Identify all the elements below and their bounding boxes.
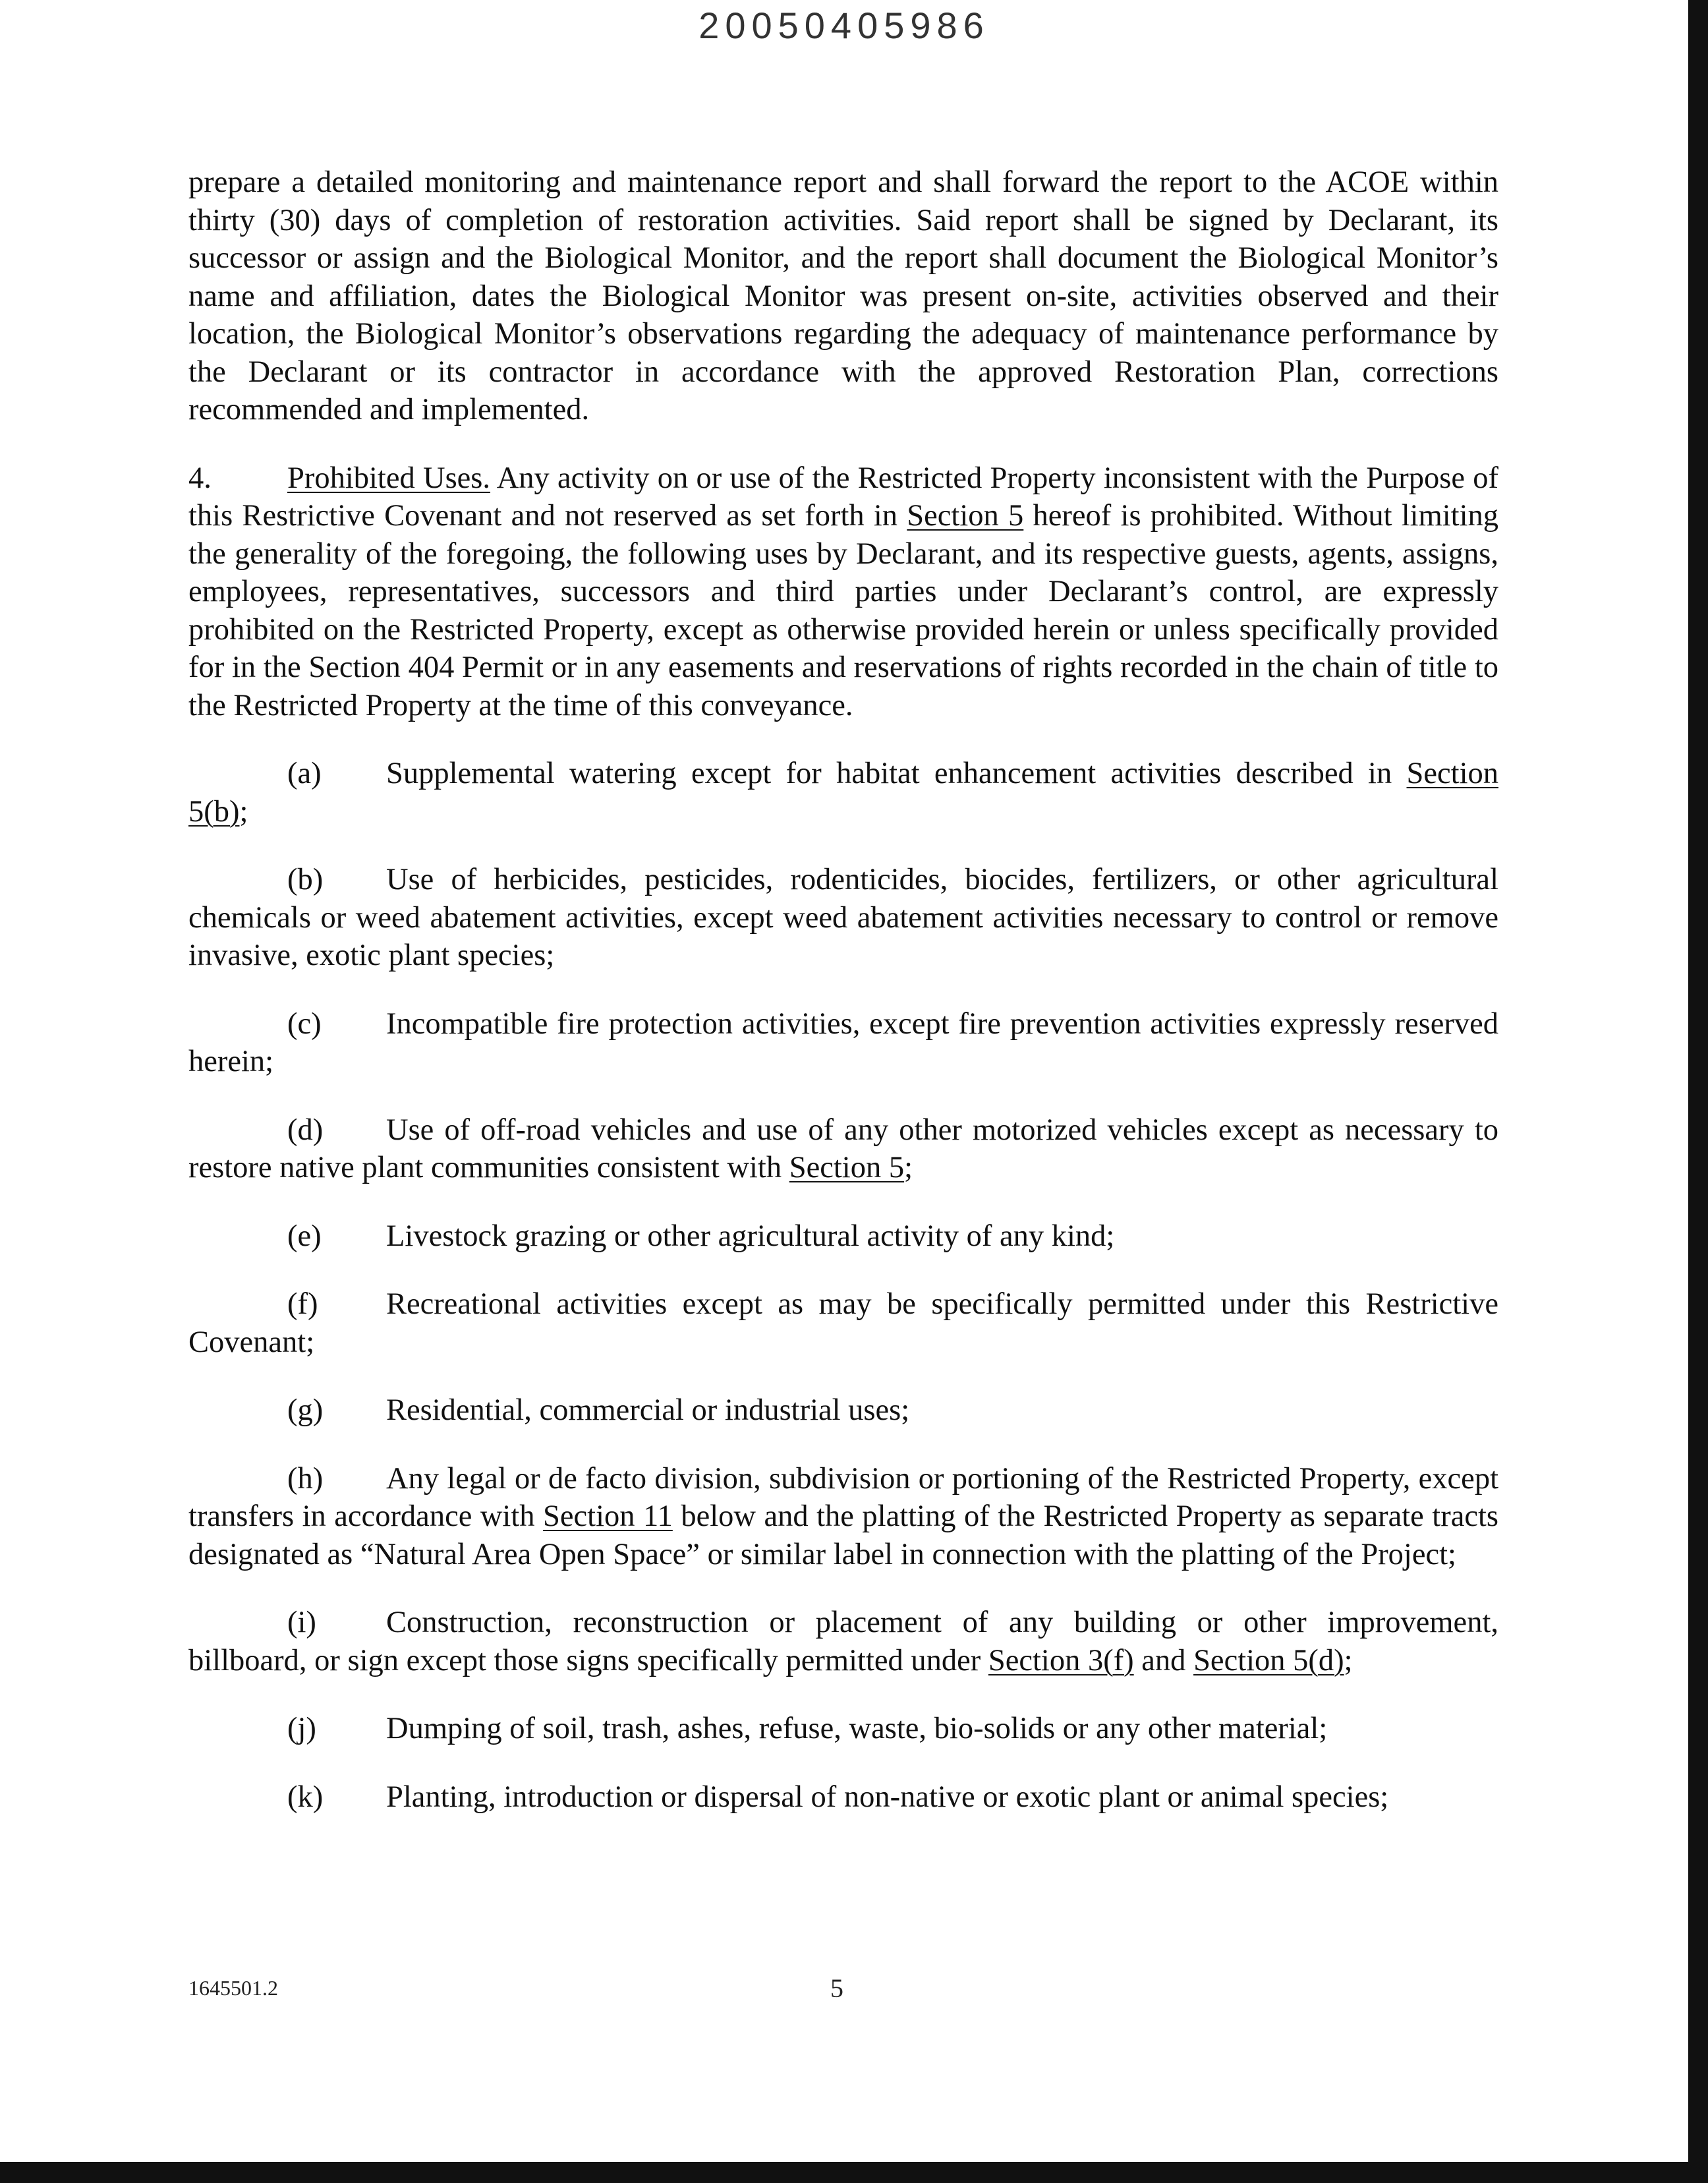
item-b-text: Use of herbicides, pesticides, rodenticides, biocides, fertilizers, or other agricultural chemicals or weed abatement activities, except weed abatement activities necessary to control or remove invasive, exotic plant species; bbox=[188, 863, 1498, 972]
item-i-end: ; bbox=[1344, 1643, 1353, 1677]
item-f bbox=[188, 1285, 1498, 1361]
item-f-label: (f) bbox=[287, 1287, 318, 1321]
item-k bbox=[188, 1778, 1498, 1817]
section-5-reference: Section 5 bbox=[907, 499, 1024, 533]
item-c bbox=[188, 1005, 1498, 1081]
section-4-heading: Prohibited Uses. bbox=[287, 461, 491, 495]
item-i-label: (i) bbox=[287, 1606, 316, 1639]
section-4-text-1: Any activity on or use of the Restricted Property inconsistent with the Purpose of this Restrictive Covenant and not reserved as set forth in bbox=[188, 461, 1498, 533]
item-k-label: (k) bbox=[287, 1780, 324, 1814]
item-a bbox=[188, 755, 1498, 830]
item-h bbox=[188, 1460, 1498, 1574]
item-k-text: Planting, introduction or dispersal of non-native or exotic plant or animal species; bbox=[386, 1780, 1389, 1814]
item-h-reference: Section 11 bbox=[543, 1499, 673, 1533]
item-i-reference-2: Section 5(d) bbox=[1193, 1643, 1344, 1677]
item-h-text: Any legal or de facto division, subdivision or portioning of the Restricted Property, except transfers in accordance with bbox=[188, 1461, 1498, 1533]
item-e-text: Livestock grazing or other agricultural activity of any kind; bbox=[386, 1219, 1115, 1253]
document-body bbox=[188, 163, 1498, 1816]
item-a-reference: Section 5(b) bbox=[188, 757, 1498, 829]
item-c-text: Incompatible fire protection activities, except fire prevention activities expressly reserved herein; bbox=[188, 1006, 1498, 1078]
item-d bbox=[188, 1111, 1498, 1187]
section-4-number: 4. bbox=[188, 461, 212, 495]
item-d-end: ; bbox=[904, 1151, 913, 1184]
item-i-text: Construction, reconstruction or placement of any building or other improvement, billboard, or sign except those signs specifically permitted under bbox=[188, 1606, 1498, 1677]
item-g-label: (g) bbox=[287, 1393, 324, 1427]
item-g-text: Residential, commercial or industrial uses; bbox=[386, 1393, 910, 1427]
item-c-label: (c) bbox=[287, 1006, 322, 1041]
document-number: 20050405986 bbox=[698, 5, 990, 46]
item-e-label: (e) bbox=[287, 1219, 322, 1253]
item-j-label: (j) bbox=[287, 1712, 316, 1745]
item-b bbox=[188, 861, 1498, 975]
item-a-label: (a) bbox=[287, 757, 322, 790]
item-i-mid: and bbox=[1133, 1643, 1194, 1677]
item-h-label: (h) bbox=[287, 1461, 324, 1496]
item-a-end: ; bbox=[239, 794, 248, 829]
item-e bbox=[188, 1217, 1498, 1256]
item-d-text: Use of off-road vehicles and use of any other motorized vehicles except as necessary to restore native plant communities consistent with bbox=[188, 1113, 1498, 1184]
item-b-label: (b) bbox=[287, 863, 324, 896]
item-j bbox=[188, 1710, 1498, 1748]
section-4-text-2: hereof is prohibited. Without limiting the generality of the foregoing, the following uses by Declarant, and its respective guests, agents, assigns, employees, representatives, successors and third parties under Declarant’s control, are expressly prohibited on the Restricted Property, except as otherwise provided herein or unless specifically provided for in the Section 404 Permit or in any easements and reservations of rights recorded in the chain of title to the Restricted Property at the time of this conveyance. bbox=[188, 499, 1498, 722]
item-d-label: (d) bbox=[287, 1113, 324, 1147]
item-j-text: Dumping of soil, trash, ashes, refuse, waste, bio-solids or any other material; bbox=[386, 1712, 1328, 1745]
scan-edge-bottom bbox=[0, 2162, 1708, 2183]
item-d-reference: Section 5 bbox=[789, 1151, 905, 1184]
scan-edge-right bbox=[1688, 0, 1708, 2183]
intro-paragraph: prepare a detailed monitoring and maintenance report and shall forward the report to the ACOE within thirty (30) days of completion of restoration activities. Said report shall be signed by Declarant, its successor or assign and the Biological Monitor, and the report shall document the Biological Monitor’s name and affiliation, dates the Biological Monitor was present on-site, activities observed and their location, the Biological Monitor’s observations regarding the adequacy of maintenance performance by the Declarant or its contractor in accordance with the approved Restoration Plan, corrections recommended and implemented. bbox=[188, 165, 1498, 426]
item-a-text: Supplemental watering except for habitat enhancement activities described in bbox=[386, 757, 1407, 790]
item-g bbox=[188, 1391, 1498, 1430]
item-i-reference-1: Section 3(f) bbox=[988, 1643, 1134, 1677]
page-number: 5 bbox=[830, 1973, 843, 2003]
item-f-text: Recreational activities except as may be specifically permitted under this Restrictive Covenant; bbox=[188, 1287, 1498, 1359]
item-h-text-2: below and the platting of the Restricted Property as separate tracts designated as “Natural Area Open Space” or similar label in connection with the platting of the Project; bbox=[188, 1499, 1498, 1571]
footer-document-id: 1645501.2 bbox=[188, 1976, 278, 2000]
item-i bbox=[188, 1604, 1498, 1679]
section-4-paragraph bbox=[188, 459, 1498, 725]
